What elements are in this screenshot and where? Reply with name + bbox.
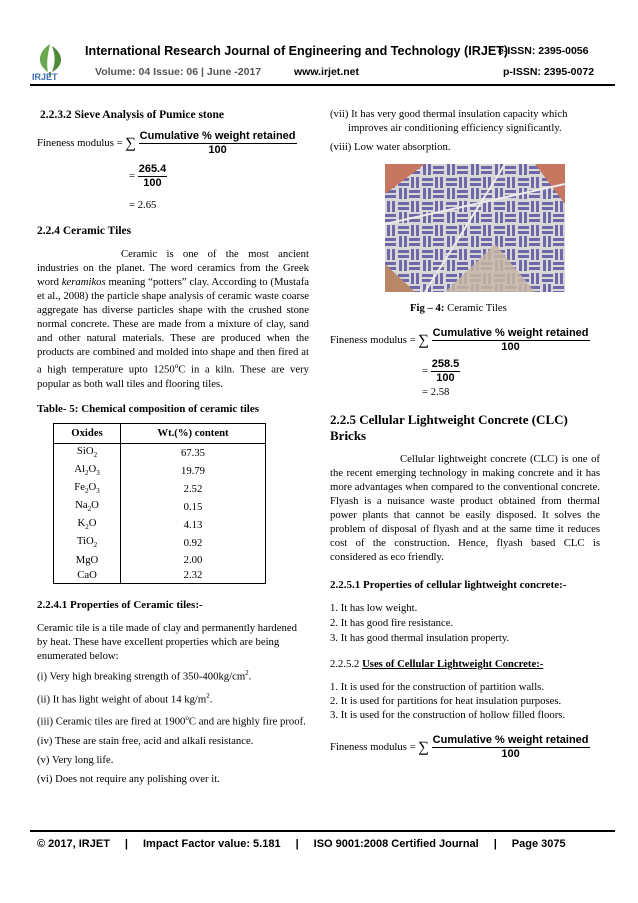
property-vii: (vii) It has very good thermal insulation capacity which improves air conditioning efficiency significantly. [330,108,568,134]
table-row: $K_2O$ 4.13 [54,516,266,534]
frac-denominator: 100 [501,341,520,353]
fraction-cumulative [432,734,590,761]
section-2241-heading: 2.2.4.1 Properties of Ceramic tiles:- [37,599,203,612]
page-footer: © 2017, IRJET | Impact Factor value: 5.181 | ISO 9001:2008 Certified Journal | Page 3075 [37,838,566,850]
table-5-caption: Table- 5: Chemical composition of ceramic tiles [37,402,259,415]
right-column [330,107,600,154]
section-224-heading: 2.2.4 Ceramic Tiles [37,225,132,237]
sigma-symbol: ∑ [418,739,429,756]
property-viii: (viii) Low water absorption. [330,141,451,153]
section-225-heading: 2.2.5 Cellular Lightweight Concrete (CLC) Bricks [330,412,568,443]
list-item: 1. It has low weight. [330,602,418,614]
fineness-result-1: = 2.65 [129,199,157,211]
clc-properties-list [330,601,600,645]
frac-numerator: 258.5 [431,358,460,370]
clc-paragraph: Cellular lightweight concrete (CLC) is one of the recent emerging technology in making concrete and it has more advantages when compared to the conventional concrete. Flyash is a nuisance waste product obtained from thermal power plants that cannot be easily disposed. It solves the problem of disposal of flyash and at the same time it reduces cost of the construction. Hence, flyash based CLC is considered as eco friendly. [330,453,600,563]
fineness-value-2 [422,358,600,385]
frac-denominator: 100 [501,748,520,760]
fraction-value [138,163,168,190]
impact-factor: Impact Factor value: 5.181 [143,838,281,850]
section-2232-heading: 2.2.3.2 Sieve Analysis of Pumice stone [40,109,224,121]
clc-uses-list [330,680,600,722]
sigma-symbol: ∑ [418,332,429,349]
fm-label: Fineness modulus = [330,333,416,346]
fraction-value [431,358,461,385]
property-i: (i) Very high breaking strength of $350-400kg/cm^2$. [37,669,252,683]
column-header-oxides: Oxides [54,423,121,443]
sigma-symbol: ∑ [125,135,136,152]
ceramic-tiles-photo [385,164,565,292]
ceramic-paragraph: Ceramic is one of the most ancient industries on the planet. The word ceramics from the Greek word keramikos meaning “potters” clay. According to (Mustafa et al., 2008) the particle shape analysis of ceramic waste coarse aggregate has diverse particles shape with the crushed stone normal concrete. These are made from a mixture of clay, sand and other natural materials. These are produced when the products are combined and molded into shape and then fired at a high temperature upto 1250$^o$C in a kiln. These are very popular as both wall tiles and flooring tiles. [37,248,309,390]
irjet-logo [30,42,70,88]
table-header-row [54,423,266,443]
right-column-lower [330,327,600,761]
journal-title: International Research Journal of Engineering and Technology (IRJET) [85,44,509,58]
frac-denominator: 100 [143,177,162,189]
frac-numerator: Cumulative % weight retained [432,327,589,339]
table-row: TiO$_2$ 0.92 [54,534,266,552]
list-item: 1. It is used for the construction of partition walls. [330,681,545,693]
property-vi: (vi) Does not require any polishing over it. [37,772,220,785]
footer-rule [30,830,615,832]
pissn: p-ISSN: 2395-0072 [503,66,595,78]
logo-text: IRJET [32,72,58,82]
table-row: $Na_2O$ 0.15 [54,498,266,516]
property-v: (v) Very long life. [37,753,114,766]
fineness-equation-1 [37,130,309,157]
table-row: $Fe_2O_3$ 2.52 [54,480,266,498]
ceramic-properties-intro: Ceramic tile is a tile made of clay and permanently hardened by heat. These have excellent properties which are being enumerated below: [37,622,297,663]
fraction-cumulative [432,327,590,354]
table-row: MgO 2.00 [54,552,266,567]
page-number: Page 3075 [511,838,566,850]
frac-numerator: Cumulative % weight retained [432,734,589,746]
frac-denominator: 100 [436,372,455,384]
fineness-value-1 [129,163,309,190]
copyright: © 2017, IRJET [37,838,110,850]
list-item: 2. It is used for partitions for heat insulation purposes. [330,695,562,707]
section-2251-heading: 2.2.5.1 Properties of cellular lightweight concrete:- [330,579,567,591]
list-item: 3. It has good thermal insulation property. [330,632,510,644]
frac-denominator: 100 [208,144,227,156]
fraction-cumulative [139,130,297,157]
fineness-result-2: = 2.58 [422,386,450,398]
property-ii: (ii) It has light weight of about 14 $kg/m^2$. [37,691,213,706]
frac-numerator: Cumulative % weight retained [139,130,296,142]
eissn: e-ISSN: 2395-0056 [498,45,589,57]
frac-numerator: 265.4 [138,163,167,175]
header-rule [30,84,615,86]
fm-label: Fineness modulus = [37,136,123,149]
fineness-equation-3 [330,734,600,761]
table-row: CaO 2.32 [54,568,266,584]
column-header-wt: Wt.(%) content [121,423,266,443]
table-row: $Al_2O_3$ 19.79 [54,462,266,480]
fig-4-caption: Fig – 4: Ceramic Tiles [410,302,507,314]
property-iii: (iii) Ceramic tiles are fired at 1900$^o$C and are highly fire proof. [37,714,306,728]
fineness-equation-2 [330,327,600,354]
table-row: SiO$_2$ 67.35 [54,443,266,462]
website: www.irjet.net [294,66,359,78]
fm-label: Fineness modulus = [330,740,416,753]
equals: = [422,364,429,377]
property-iv: (iv) These are stain free, acid and alkali resistance. [37,734,254,747]
left-column [37,108,309,786]
equals: = [129,169,136,182]
list-item: 2. It has good fire resistance. [330,617,454,629]
section-2252-heading: 2.2.5.2 Uses of Cellular Lightweight Concrete:- [330,658,544,670]
list-item: 3. It is used for the construction of hollow filled floors. [330,709,566,721]
chemical-composition-table [53,423,266,585]
volume-issue: Volume: 04 Issue: 06 | June -2017 [95,66,262,78]
iso-cert: ISO 9001:2008 Certified Journal [313,838,479,850]
